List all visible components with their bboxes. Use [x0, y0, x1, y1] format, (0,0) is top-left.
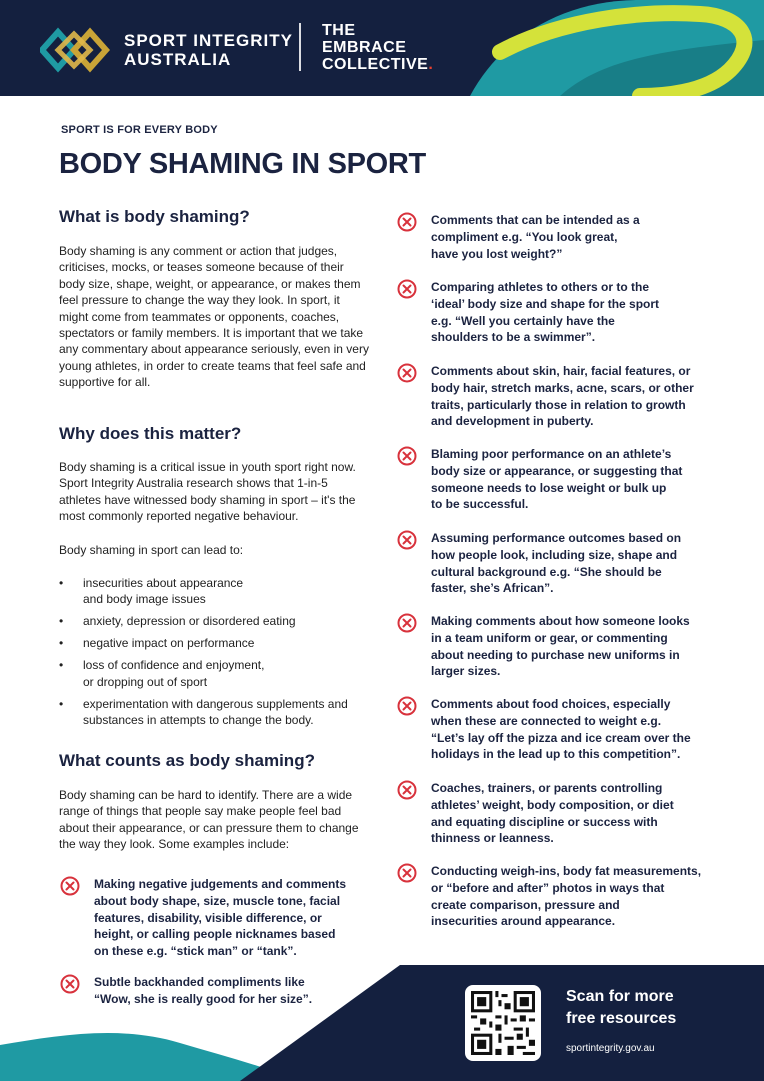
qr-code-icon [471, 991, 535, 1055]
heading-why-matter: Why does this matter? [59, 424, 242, 443]
brand-line-2: EMBRACE [322, 39, 407, 56]
cross-icon [397, 446, 417, 466]
example-item-text: Comparing athletes to others or to the ‘ideal’ body size and shape for the sport e.g. “Well you certainly have the shoulders to be a swimmer”. [431, 280, 660, 345]
paragraph-what-is: Body shaming is any comment or action that judges, criticises, mocks, or teases someone because of their body size, shape, weight, or appearance, or makes them feel pressure to change the way they look. In sport, it might come from teammates or opponents, coaches, spectators or family members. It is important that we take any commentary about appearance seriously, even in very young athletes, in order to create teams that feel safe and supportive for all. [59, 244, 369, 390]
header-banner [0, 0, 764, 96]
example-item-text: Coaches, trainers, or parents controlling athletes’ weight, body composition, or diet and equating discipline or success with thinness or leanness. [431, 781, 674, 846]
cross-icon [60, 876, 80, 896]
consequences-list [59, 575, 375, 734]
list-item [59, 613, 375, 629]
bullet-icon: • [59, 576, 64, 590]
brand-line-1: THE [322, 22, 356, 39]
scan-cta-text: Scan for more free resources [566, 988, 677, 1027]
kicker-text: SPORT IS FOR EVERY BODY [61, 124, 218, 136]
brand-line-3 [322, 56, 433, 73]
qr-code[interactable] [465, 985, 541, 1061]
sport-integrity-wordmark: SPORT INTEGRITY AUSTRALIA [124, 31, 293, 69]
list-item [59, 657, 375, 690]
example-item-text: Comments about food choices, especially when these are connected to weight e.g. “Let’s lay off the pizza and ice cream over the holidays in the lead up to this competition”. [431, 697, 691, 762]
page-title: BODY SHAMING IN SPORT [59, 148, 426, 180]
list-item [59, 696, 375, 729]
paragraph-why-matter: Body shaming is a critical issue in youth sport right now. Sport Integrity Australia research shows that 1-in-5 athletes have witnessed body shaming in sport – it's the most commonly reported negative behaviour. [59, 460, 356, 524]
example-item-text: Assuming performance outcomes based on how people look, including size, shape and cultural background e.g. “She should be faster, she’s African”. [431, 531, 682, 596]
list-item-text: insecurities about appearance and body image issues [83, 576, 244, 607]
paragraph-what-counts: Body shaming can be hard to identify. There are a wide range of things that people say make people feel bad about their appearance, or can pressure them to change the way they look. Some examples include: [59, 788, 359, 852]
list-item [59, 575, 375, 608]
list-item-text: negative impact on performance [83, 636, 255, 651]
cross-icon [397, 613, 417, 633]
cross-icon [397, 212, 417, 232]
cross-icon [397, 363, 417, 383]
example-item-text: Making negative judgements and comments about body shape, size, muscle tone, facial features, disability, visible difference, or height, or calling people nicknames based on these e.g. “stick man” or “tank”. [94, 877, 347, 959]
cross-icon [397, 530, 417, 550]
brand-divider [299, 23, 301, 71]
example-item-text: Making comments about how someone looks in a team uniform or gear, or commenting about needing to purchase new uniforms in larger sizes. [431, 614, 690, 679]
website-link[interactable]: sportintegrity.gov.au [566, 1043, 655, 1054]
paragraph-lead-to: Body shaming in sport can lead to: [59, 543, 244, 557]
cross-icon [397, 863, 417, 883]
brand-line-3-text: COLLECTIVE [322, 56, 429, 73]
list-item-text: loss of confidence and enjoyment, or dropping out of sport [83, 658, 265, 689]
heading-what-is: What is body shaming? [59, 207, 250, 226]
list-item-text: experimentation with dangerous supplements and substances in attempts to change the body. [83, 696, 348, 728]
cross-icon [397, 279, 417, 299]
embrace-collective-wordmark [322, 22, 433, 73]
heading-what-counts: What counts as body shaming? [59, 751, 315, 770]
example-item-text: Comments about skin, hair, facial features, or body hair, stretch marks, acne, scars, or other traits, particularly those in relation to growth and development in puberty. [431, 364, 694, 429]
bullet-icon: • [59, 658, 64, 673]
list-item [59, 635, 375, 651]
example-item-text: Subtle backhanded compliments like “Wow, she is really good for her size”. [94, 975, 313, 1006]
bullet-icon: • [59, 614, 64, 629]
sport-integrity-logo-icon [40, 22, 110, 78]
brand-dot: . [428, 56, 434, 73]
bullet-icon: • [59, 636, 64, 651]
list-item-text: anxiety, depression or disordered eating [83, 614, 296, 629]
bullet-icon: • [59, 696, 64, 711]
example-item-text: Conducting weigh-ins, body fat measurements, or “before and after” photos in ways that create comparison, pressure and insecurities around appearance. [431, 864, 702, 929]
cross-icon [397, 780, 417, 800]
example-item-text: Comments that can be intended as a compliment e.g. “You look great, have you lost weight?” [431, 213, 640, 261]
cross-icon [397, 696, 417, 716]
example-item-text: Blaming poor performance on an athlete’s body size or appearance, or suggesting that someone needs to lose weight or bulk up to be successful. [431, 447, 683, 512]
